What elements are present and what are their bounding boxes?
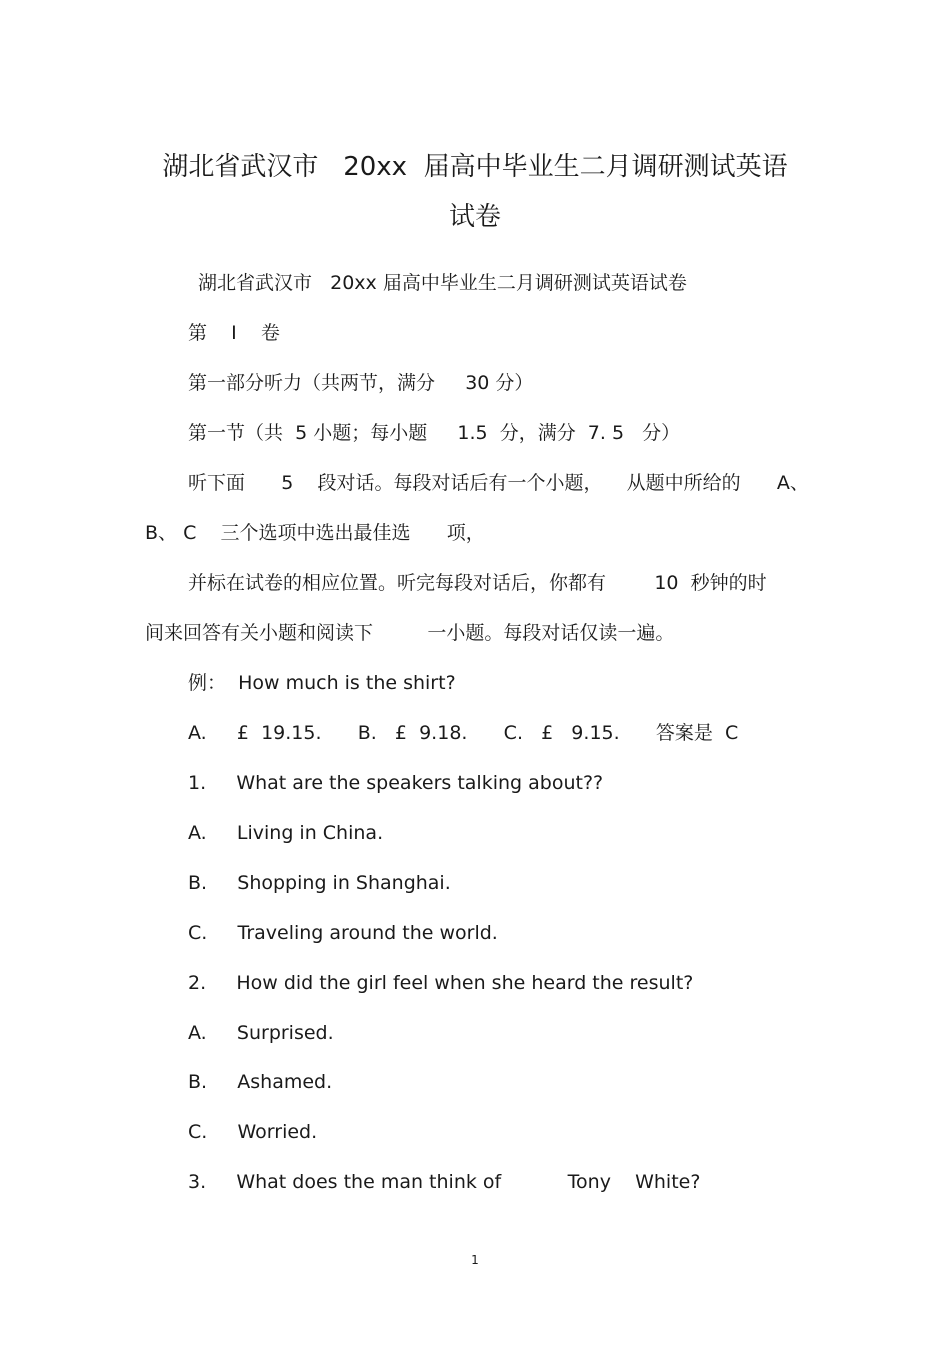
example-options: A. £ 19.15. B. £ 9.18. C. £ 9.15. 答案是 C [188, 722, 739, 744]
question-3: 3. What does the man think of Tony White? [188, 1171, 701, 1193]
question-2: 2. How did the girl feel when she heard the result? [188, 972, 694, 994]
page-number: 1 [471, 1253, 479, 1267]
section-one-heading: 第一节（共 5 小题；每小题 1.5 分，满分 7. 5 分） [188, 422, 681, 444]
instructions-line-2: B、 C 三个选项中选出最佳选 项， [145, 522, 485, 544]
question-1-option-a: A. Living in China. [188, 822, 384, 844]
question-2-option-a: A. Surprised. [188, 1022, 334, 1044]
question-1-option-c: C. Traveling around the world. [188, 922, 498, 944]
document-title-line-1: 湖北省武汉市 20xx 届高中毕业生二月调研测试英语 [162, 152, 788, 182]
question-2-option-b: B. Ashamed. [188, 1071, 333, 1093]
instructions-line-1: 听下面 5 段对话。每段对话后有一个小题， 从题中所给的 A、 [188, 472, 809, 494]
question-1-option-b: B. Shopping in Shanghai. [188, 872, 451, 894]
question-2-option-c: C. Worried. [188, 1121, 318, 1143]
volume-heading: 第 I 卷 [188, 322, 280, 344]
instructions-line-3: 并标在试卷的相应位置。听完每段对话后，你都有 10 秒钟的时 [188, 572, 767, 594]
document-subtitle: 湖北省武汉市 20xx 届高中毕业生二月调研测试英语试卷 [198, 272, 687, 294]
example-question: 例： How much is the shirt? [188, 672, 456, 694]
question-1: 1. What are the speakers talking about?? [188, 772, 604, 794]
part-one-heading: 第一部分听力（共两节，满分 30 分） [188, 372, 534, 394]
instructions-line-4: 间来回答有关小题和阅读下 一小题。每段对话仅读一遍。 [145, 622, 675, 644]
document-title-line-2: 试卷 [448, 202, 501, 232]
